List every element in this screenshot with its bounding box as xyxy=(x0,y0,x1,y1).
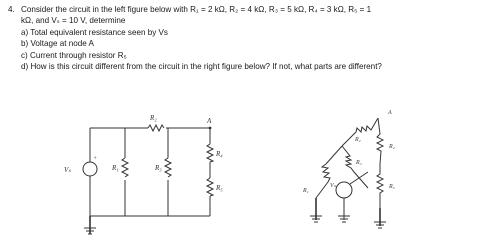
r3-label: R₃ xyxy=(356,160,362,166)
r1-resistor xyxy=(122,158,128,177)
r5-resistor xyxy=(377,164,383,208)
vs-label: Vₛ xyxy=(330,183,336,189)
r5-label: R₅ xyxy=(216,184,223,192)
left-circuit-diagram xyxy=(60,112,230,243)
r4-label: R₄ xyxy=(216,150,223,158)
left-and-bottom-wire xyxy=(90,128,210,216)
question-body xyxy=(21,4,482,72)
r2-resistor xyxy=(148,125,164,131)
question-part-d: d) How is this circuit different from the circuit in the right figure below? If not, what parts are different? xyxy=(21,62,382,72)
voltage-source-symbol xyxy=(83,162,97,176)
r5-label: R₅ xyxy=(389,184,395,190)
voltage-source-symbol xyxy=(336,182,352,198)
node-a-label: A xyxy=(388,110,392,116)
r4-label: R₄ xyxy=(389,144,395,150)
question-line-2: kΩ, and Vₛ = 10 V, determine xyxy=(21,16,126,26)
vs-plus-label: + xyxy=(93,156,98,162)
r2-label: R₂ xyxy=(355,137,361,143)
question-part-c: c) Current through resistor R₅ xyxy=(21,50,127,60)
r4-resistor xyxy=(377,118,383,164)
vs-wires xyxy=(344,172,368,220)
node-a-dot xyxy=(209,127,212,130)
question-line-1: Consider the circuit in the left figure below with R₁ = 2 kΩ, R₂ = 4 kΩ, R₃ = 5 kΩ, R₄ = 3 kΩ, R₅ = 1 xyxy=(21,5,372,14)
question-number: 4. xyxy=(8,5,15,14)
r2-label: R₂ xyxy=(150,114,157,122)
r3-resistor xyxy=(165,158,171,177)
node-a-label: A xyxy=(207,117,212,125)
r4-resistor xyxy=(207,144,213,162)
question-part-b: b) Voltage at node A xyxy=(21,39,94,49)
question-4 xyxy=(8,4,482,72)
r5-resistor xyxy=(207,178,213,196)
r1-label: R₁ xyxy=(112,164,119,172)
question-part-a: a) Total equivalent resistance seen by Vs xyxy=(21,27,168,37)
r1-top-wire xyxy=(326,146,342,164)
vs-label: Vₛ xyxy=(64,166,71,174)
r3-label: R₃ xyxy=(155,164,162,172)
r1-label: R₁ xyxy=(303,188,309,194)
r1-resistor xyxy=(316,164,330,198)
right-circuit-diagram xyxy=(298,108,428,243)
r3-resistor xyxy=(342,146,368,188)
